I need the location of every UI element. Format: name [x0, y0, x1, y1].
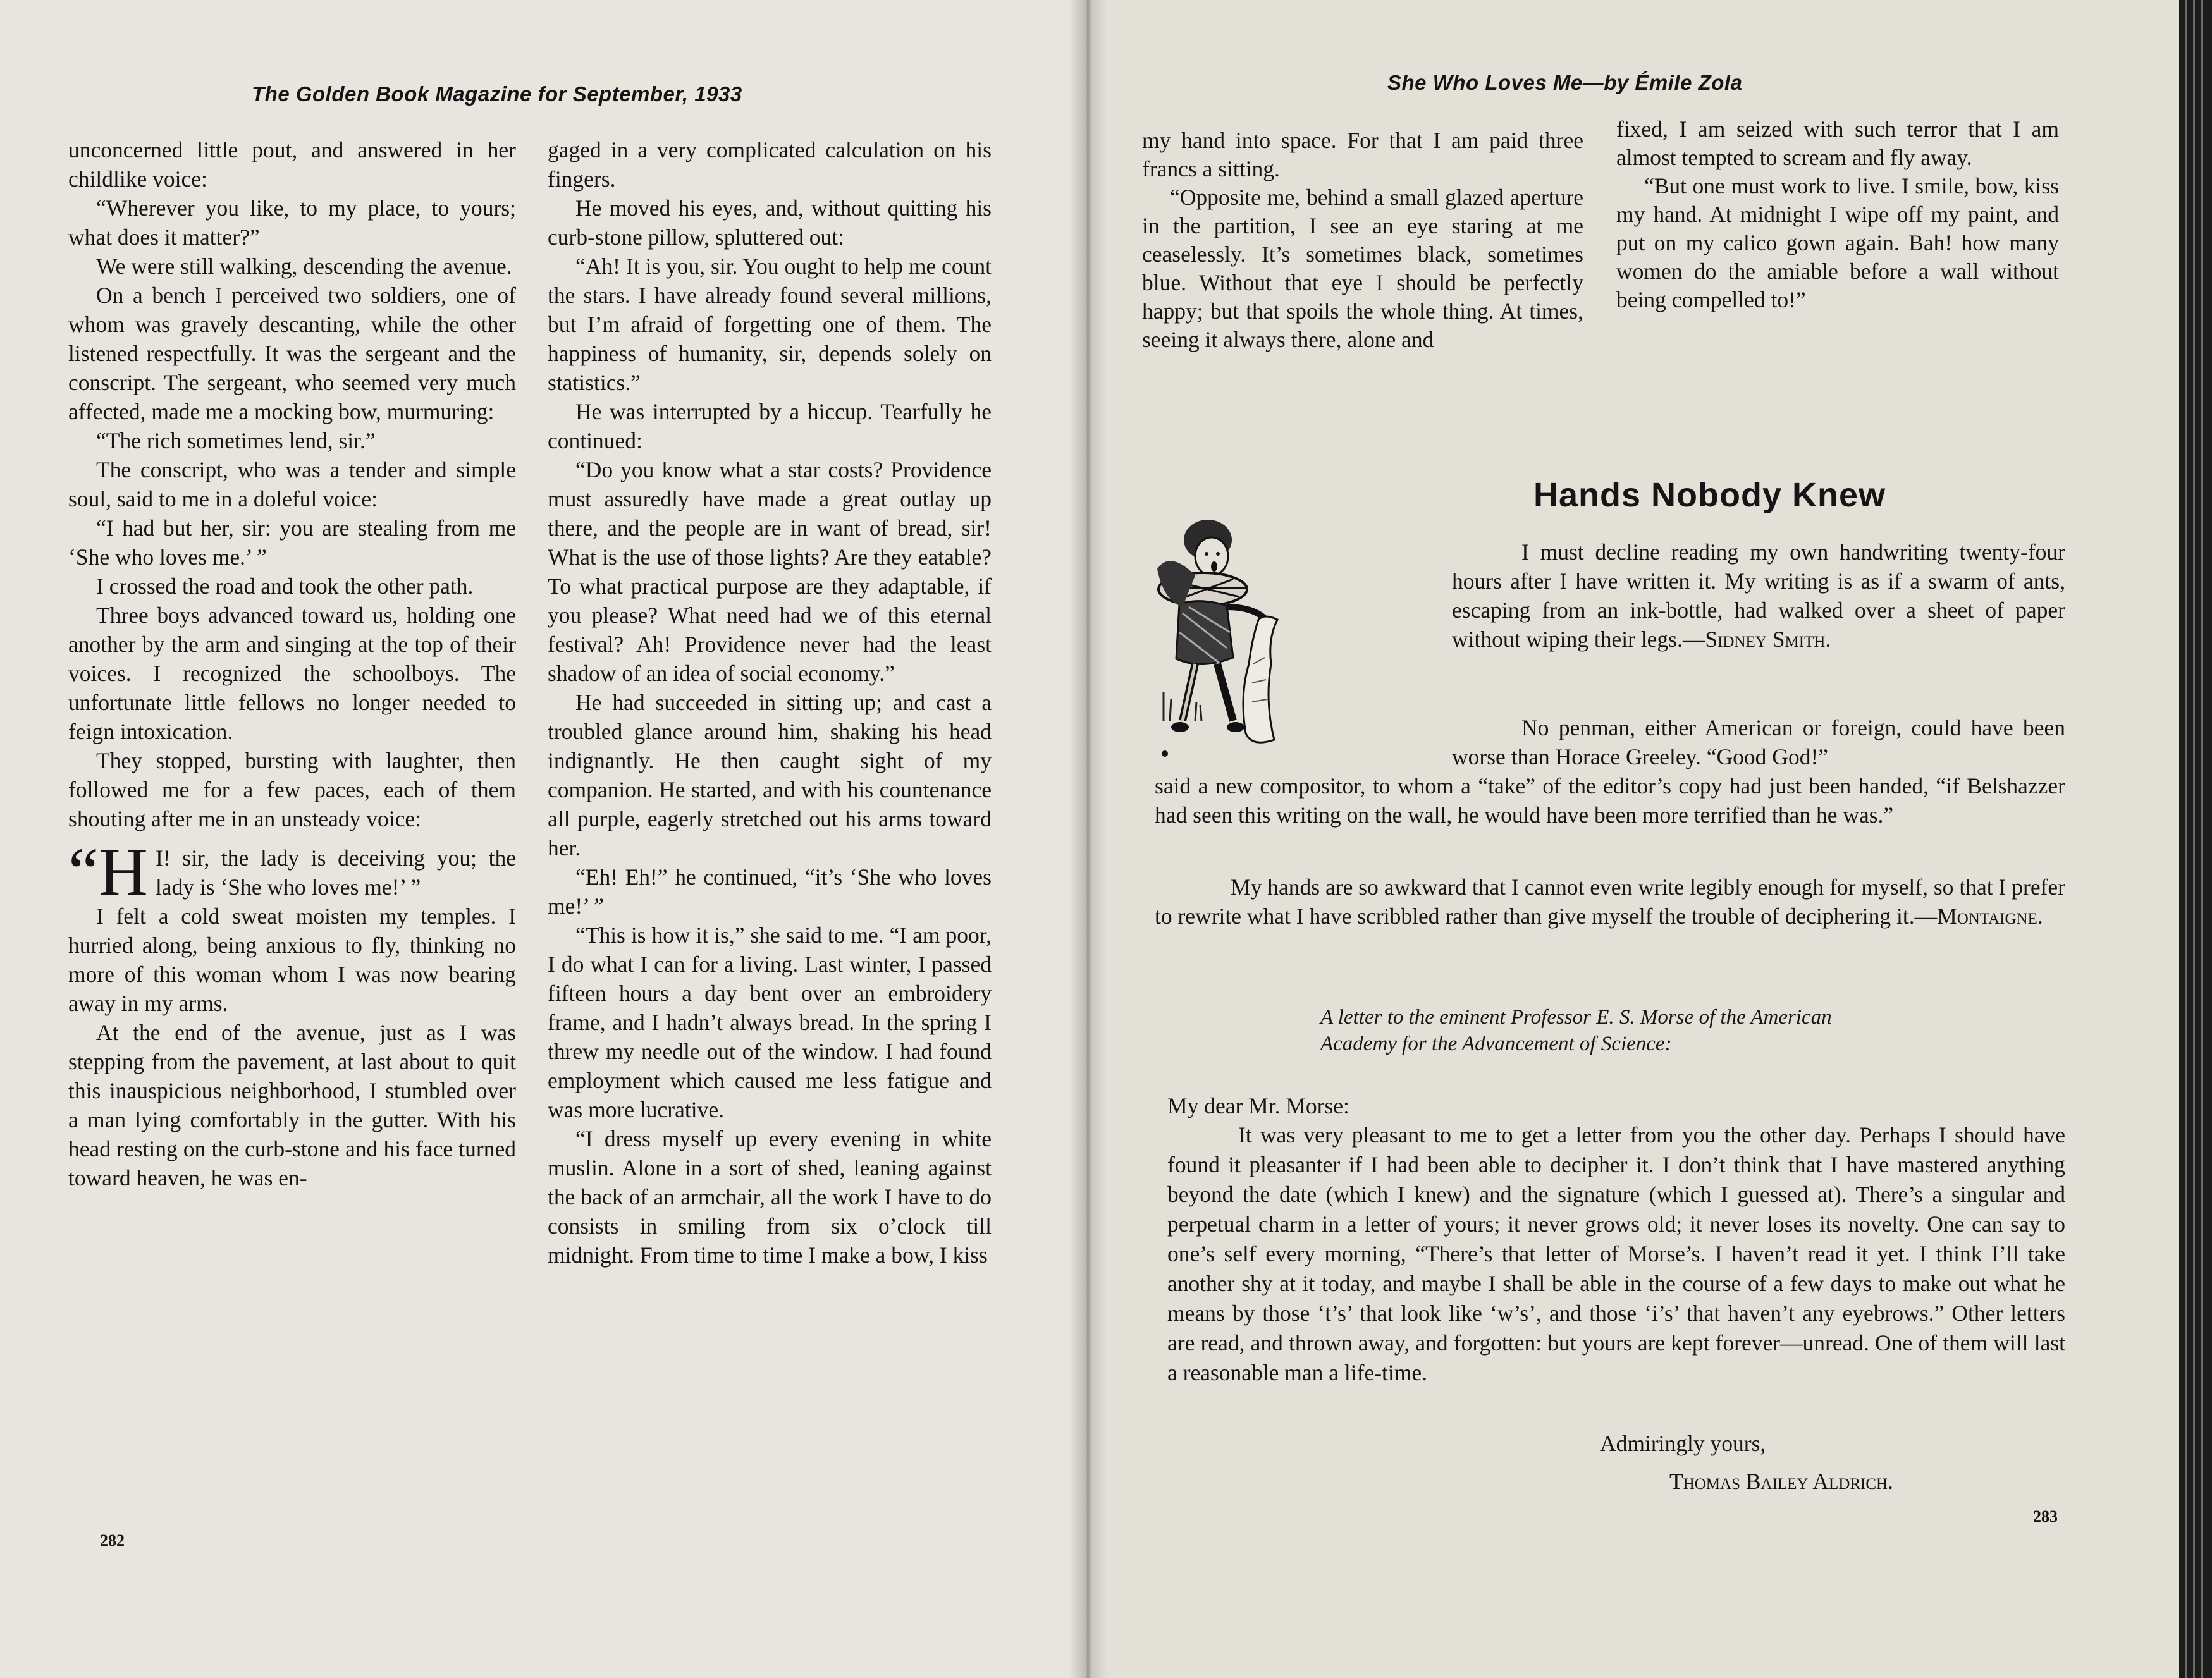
jester-scroll-illustration	[1157, 512, 1290, 765]
right-page-number: 283	[2033, 1507, 2058, 1526]
montaigne-quote	[1155, 873, 2065, 931]
left-column-2-paragraphs	[548, 135, 992, 1270]
letter-body-text: It was very pleasant to me to get a letter from you the other day. Perhaps I should have found it pleasanter if I had been able to decipher it. I don’t think that I have mastered anything beyond the date (which I knew) and the signature (which I guessed at). There’s a singular and perpetual charm in a letter of yours; it never grows old; it never loses its novelty. One can say to one’s self every morning, “There’s that letter of Morse’s. I haven’t read it yet. I think I’ll take another shy at it today, and maybe I shall be able in the course of a few days to make out what he means by those ‘t’s’ that look like ‘w’s’, and those ‘i’s’ that haven’t any eyebrows.” Other letters are read, and thrown away, and forgotten: but yours are kept forever—unread. One of them will last a reasonable man a life-time.	[1167, 1122, 2065, 1385]
letter-salutation: My dear Mr. Morse:	[1167, 1093, 1349, 1118]
paragraph: They stopped, bursting with laughter, then followed me for a few paces, each of them shouting after me in an unsteady voice:	[68, 748, 516, 831]
paragraph: “But one must work to live. I smile, bow, kiss my hand. At midnight I wipe off my paint, and put on my calico gown again. Bah! how many women do the amiable before a wall without being compelled to!”	[1616, 173, 2059, 312]
paragraph: “I dress myself up every evening in white muslin. Alone in a sort of shed, leaning against the back of an armchair, all the work I have to do consists in smiling from six o’clock till midnight. From time to time I make a bow, I kiss	[548, 1126, 992, 1268]
drop-cap-paragraph	[68, 835, 516, 910]
paragraph: He was interrupted by a hiccup. Tearfully he continued:	[548, 399, 992, 453]
right-running-header: She Who Loves Me—by Émile Zola	[1387, 71, 1743, 94]
left-column-1-continued	[68, 902, 516, 1192]
paragraph: “This is how it is,” she said to me. “I am poor, I do what I can for a living. Last winter, I passed fifteen hours a day bent over an embroidery frame, and I hadn’t always bread. In the spring I threw my needle out of the window. I had found employment which caused me less fatigue and was more lucrative.	[548, 922, 992, 1122]
paragraph: “Wherever you like, to my place, to yours; what does it matter?”	[68, 195, 516, 250]
greeley-anecdote-continued	[1155, 771, 2065, 830]
sidney-smith-quote	[1452, 537, 2065, 654]
left-column-1	[68, 135, 516, 1192]
right-column-1-paragraphs	[1142, 126, 1583, 354]
greeley-anecdote-text: said a new compositor, to whom a “take” of the editor’s copy had just been handed, “if Belshazzer had seen this writing on the wall, he would have been more terrified than he was.”	[1155, 773, 2065, 828]
sidney-smith-quote-text: I must decline reading my own handwriting twenty-four hours after I have written it. My writing is as if a swarm of ants, escaping from an ink-bottle, had walked over a sheet of paper without wiping their legs.—	[1452, 539, 2065, 652]
paragraph: unconcerned little pout, and answered in her childlike voice:	[68, 137, 516, 192]
paragraph: fixed, I am seized with such terror that I am almost tempted to scream and fly away.	[1616, 116, 2059, 170]
paragraph: my hand into space. For that I am paid three francs a sitting.	[1142, 128, 1583, 181]
greeley-anecdote-line: No penman, either American or foreign, could have been worse than Horace Greeley. “Good God!”	[1452, 715, 2065, 769]
left-running-header: The Golden Book Magazine for September, 1933	[252, 82, 742, 106]
paragraph: I crossed the road and took the other path.	[96, 573, 474, 599]
letter-signature: Thomas Bailey Aldrich.	[1669, 1469, 1893, 1494]
paragraph: “Do you know what a star costs? Providence must assuredly have made a great outlay up there, and the people are in want of bread, sir! What is the use of those lights? Are they eatable? To what practical purpose are they adaptable, if you please? What need had we of this eternal festival? Ah! Providence never had the least shadow of an idea of social economy.”	[548, 457, 992, 686]
drop-cap: “H	[68, 835, 148, 910]
paragraph: I felt a cold sweat moisten my temples. I hurried along, being anxious to fly, thinking no more of this woman whom I was now bearing away in my arms.	[68, 903, 516, 1016]
right-column-2	[1616, 115, 2059, 314]
paragraph: At the end of the avenue, just as I was stepping from the pavement, at last about to quit this inauspicious neighborhood, I stumbled over a man lying comfortably in the gutter. With his head resting on the curb-stone and his face turned toward heaven, he was en-	[68, 1020, 516, 1191]
letter-introduction: A letter to the eminent Professor E. S. Morse of the American Academy for the Advancement of Science:	[1320, 1006, 1832, 1055]
left-column-1-paragraphs	[68, 135, 516, 833]
drop-cap-text: I! sir, the lady is deceiving you; the lady is ‘She who loves me!’ ”	[155, 845, 516, 900]
left-page	[0, 0, 1088, 1678]
section-title: Hands Nobody Knew	[1533, 476, 1886, 514]
greeley-anecdote	[1452, 713, 2065, 771]
right-column-1	[1142, 126, 1583, 354]
left-page-number: 282	[100, 1531, 125, 1550]
montaigne-quote-text: My hands are so awkward that I cannot even write legibly enough for myself, so that I prefer to rewrite what I have scribbled rather than give myself the trouble of deciphering it.—	[1155, 874, 2065, 929]
right-page	[1088, 0, 2179, 1678]
paragraph: On a bench I perceived two soldiers, one of whom was gravely descanting, while the other listened respectfully. It was the sergeant and the conscript. The sergeant, who seemed very much affected, made me a mocking bow, murmuring:	[68, 283, 516, 424]
paragraph: “Eh! Eh!” he continued, “it’s ‘She who loves me!’ ”	[548, 864, 992, 919]
paragraph: Three boys advanced toward us, holding one another by the arm and singing at the top of their voices. I recognized the schoolboys. The unfortunate little fellows no longer needed to feign intoxication.	[68, 603, 516, 744]
paragraph: “I had but her, sir: you are stealing from me ‘She who loves me.’ ”	[68, 515, 516, 570]
right-column-2-paragraphs	[1616, 115, 2059, 314]
paragraph: He had succeeded in sitting up; and cast a troubled glance around him, shaking his head indignantly. He then caught sight of my companion. He started, and with his countenance all purple, eagerly stretched out his arms toward her.	[548, 690, 992, 860]
book-gutter-shadow	[1069, 0, 1107, 1678]
left-column-2	[548, 135, 992, 1270]
paragraph: The conscript, who was a tender and simple soul, said to me in a doleful voice:	[68, 457, 516, 511]
paragraph: gaged in a very complicated calculation on his fingers.	[548, 137, 992, 192]
sidney-smith-attribution: Sidney Smith.	[1705, 627, 1831, 652]
paragraph: “The rich sometimes lend, sir.”	[96, 428, 376, 453]
right-page-edge	[2179, 0, 2212, 1678]
paragraph: “Opposite me, behind a small glazed aperture in the partition, I see an eye staring at me ceaselessly. It’s sometimes black, sometimes blue. Without that eye I should be perfectly happy; but that spoils the whole thing. At times, seeing it always there, alone and	[1142, 185, 1583, 352]
letter-closing: Admiringly yours,	[1600, 1431, 1766, 1456]
paragraph: We were still walking, descending the avenue.	[96, 254, 512, 279]
paragraph: “Ah! It is you, sir. You ought to help me count the stars. I have already found several millions, but I’m afraid of forgetting one of them. The happiness of humanity, sir, depends solely on statistics.”	[548, 254, 992, 395]
letter-body	[1167, 1120, 2065, 1388]
paragraph: He moved his eyes, and, without quitting his curb-stone pillow, spluttered out:	[548, 195, 992, 250]
montaigne-attribution: Montaigne.	[1937, 903, 2043, 929]
